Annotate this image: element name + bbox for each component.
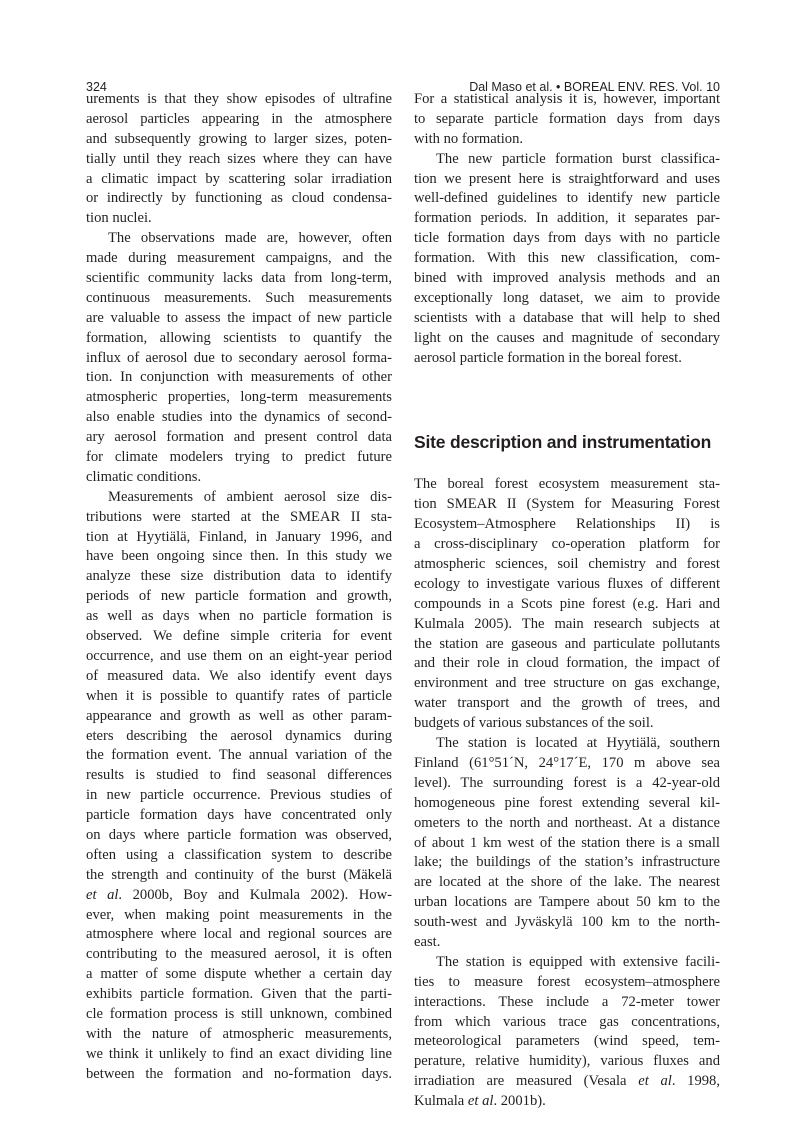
text-line: analyze these size distribution data to identify [86,568,392,585]
text-line: and their role in cloud formation, the impact of [414,655,720,672]
text-line: the formation event. The annual variation of the [86,747,392,764]
text-line: Finland (61°51´N, 24°17´E, 170 m above sea [414,754,720,771]
text-line: tion at Hyytiälä, Finland, in January 1996, and [86,528,392,545]
text-line: Kulmala et al. 2001b). [414,1093,546,1110]
text-line: observed. We define simple criteria for event [86,628,392,645]
section-heading: Site description and instrumentation [414,432,712,453]
page-number: 324 [86,80,107,94]
text-line: lake; the buildings of the station’s infrastructure [414,854,720,871]
text-line: et al. 2000b, Boy and Kulmala 2002). How- [86,886,392,903]
text-line: contributing to the measured aerosol, it is often [86,946,392,963]
text-line: south-west and Jyväskylä 100 km to the north- [414,914,720,931]
text-line: the strength and continuity of the burst (Mäkelä [86,866,392,883]
text-line: meteorological parameters (wind speed, tem- [414,1033,720,1050]
paragraph [86,90,392,229]
text-line: The observations made are, however, often [108,230,392,247]
italic-text: et al [638,1073,672,1090]
text-line: budgets of various substances of the soil. [414,715,654,732]
text-line: when it is possible to quantify rates of particle [86,687,392,704]
text-line: atmospheric sciences, soil chemistry and forest [414,556,720,573]
text-line: ticle formation days from days with no particle [414,230,720,247]
text-line: are located at the shore of the lake. The nearest [414,874,720,891]
paragraph [414,150,720,369]
text-line: to separate particle formation days from days [414,110,720,127]
text-line: environment and tree structure on gas exchange, [414,675,720,692]
text-line: light on the causes and magnitude of secondary [414,329,720,346]
text-line: formation, allowing scientists to quantify the [86,329,392,346]
text-line: periods of new particle formation and growth, [86,588,392,605]
text-line: Measurements of ambient aerosol size dis- [108,488,392,505]
text-line: as well as days when no particle formation is [86,608,392,625]
text-line: appearance and growth as well as other param- [86,707,392,724]
text-line: exceptionally long dataset, we aim to provide [414,289,720,306]
text-line: urban locations are Tampere about 50 km to the [414,894,720,911]
text-line: perature, relative humidity), various fluxes and [414,1053,720,1070]
text-line: tributions were started at the SMEAR II sta- [86,508,392,525]
text-line: tion. In conjunction with measurements of other [86,369,392,386]
paragraph [86,229,392,488]
text-line: are valuable to assess the impact of new particle [86,309,392,326]
text-line: irradiation are measured (Vesala et al. 1998, [414,1073,720,1090]
text-line: compounds in a Scots pine forest (e.g. Hari and [414,595,720,612]
text-line: ties to measure forest ecosystem–atmosphere [414,973,720,990]
text-line: or indirectly by functioning as cloud condensa- [86,190,392,207]
text-line: tion SMEAR II (System for Measuring Forest [414,496,720,513]
text-line: often using a classification system to describe [86,846,392,863]
text-line: level). The surrounding forest is a 42-year-old [414,774,720,791]
paragraph [414,90,720,150]
text-line: a cross-disciplinary co-operation platform for [414,536,720,553]
text-line: interactions. These include a 72-meter tower [414,993,720,1010]
text-line: aerosol particle formation in the boreal forest. [414,349,682,366]
paragraph [414,953,720,1112]
text-line: eters describing the aerosol dynamics during [86,727,392,744]
text-line: bined with improved analysis methods and an [414,270,720,287]
text-line: atmospheric properties, long-term measurements [86,389,392,406]
text-line: on days where particle formation was observed, [86,826,392,843]
text-line: ometers to the north and northeast. At a distance [414,814,720,831]
text-line: water transport and the growth of trees, and [414,695,720,712]
text-line: cle formation process is still unknown, combined [86,1005,392,1022]
text-line: The station is located at Hyytiälä, southern [436,735,720,752]
text-line: for climate modelers trying to predict future [86,449,392,466]
text-line: influx of aerosol due to secondary aerosol forma- [86,349,392,366]
text-line: ever, when making point measurements in the [86,906,392,923]
text-line: The station is equipped with extensive facili- [436,953,720,970]
text-line: ary aerosol formation and present control data [86,429,392,446]
text-line: climatic conditions. [86,468,202,485]
text-line: The boreal forest ecosystem measurement sta- [414,476,720,493]
site-description-section [414,475,720,1112]
text-line: well-defined guidelines to identify new particle [414,190,720,207]
text-line: between the formation and no-formation days. [86,1065,392,1082]
text-line: results is studied to find seasonal differences [86,767,392,784]
text-line: tially until they reach sizes where they can have [86,150,392,167]
paragraph [414,734,720,953]
text-line: exhibits particle formation. Given that the parti- [86,986,392,1003]
left-column [86,90,392,1085]
text-line: Kulmala 2005). The main research subjects at [414,615,720,632]
text-line: scientific community lacks data from long-term, [86,270,392,287]
text-line: For a statistical analysis it is, however, important [414,91,720,107]
text-line: we think it unlikely to find an exact dividing line [86,1045,392,1062]
text-line: a matter of some dispute whether a certain day [86,966,392,983]
text-line: tion nuclei. [86,210,152,227]
text-line: urements is that they show episodes of ultrafine [86,91,392,107]
text-line: aerosol particles appearing in the atmosphere [86,110,392,127]
italic-text: et al [86,886,119,903]
text-line: homogeneous pine forest extending several kil- [414,794,720,811]
text-line: east. [414,933,441,950]
text-line: tion we present here is straightforward and uses [414,170,720,187]
text-line: from which various trace gas concentrations, [414,1013,720,1030]
text-line: formation. With this new classification, com- [414,250,720,267]
text-line: with the nature of atmospheric measurements, [86,1025,392,1042]
text-line: also enable studies into the dynamics of second- [86,409,392,426]
text-line: The new particle formation burst classifica- [436,150,720,167]
paragraph [86,488,392,1085]
text-line: with no formation. [414,130,524,147]
right-column [414,90,720,1112]
text-line: the station are gaseous and particulate pollutants [414,635,720,652]
text-line: of about 1 km west of the station there is a small [414,834,720,851]
text-line: Ecosystem–Atmosphere Relationships II) is [414,516,720,533]
text-line: made during measurement campaigns, and the [86,250,392,267]
right-column-intro [414,90,720,368]
text-line: have been ongoing since then. In this study we [86,548,392,565]
text-line: continuous measurements. Such measurements [86,289,392,306]
text-line: in new particle occurrence. Previous studies of [86,787,392,804]
text-line: atmosphere where local and regional sources are [86,926,392,943]
text-line: ecology to investigate various fluxes of different [414,575,720,592]
text-line: formation periods. In addition, it separates par- [414,210,720,227]
text-line: and subsequently growing to larger sizes, poten- [86,130,392,147]
italic-text: et al [467,1093,494,1110]
text-line: a climatic impact by scattering solar irradiation [86,170,392,187]
paragraph [414,475,720,734]
running-head: Dal Maso et al. • BOREAL ENV. RES. Vol. 10 [469,80,720,94]
text-line: occurrence, and use them on an eight-year period [86,647,392,664]
text-line: of measured data. We also identify event days [86,667,392,684]
text-line: particle formation days have concentrated only [86,807,392,824]
text-line: scientists with a database that will help to shed [414,309,720,326]
